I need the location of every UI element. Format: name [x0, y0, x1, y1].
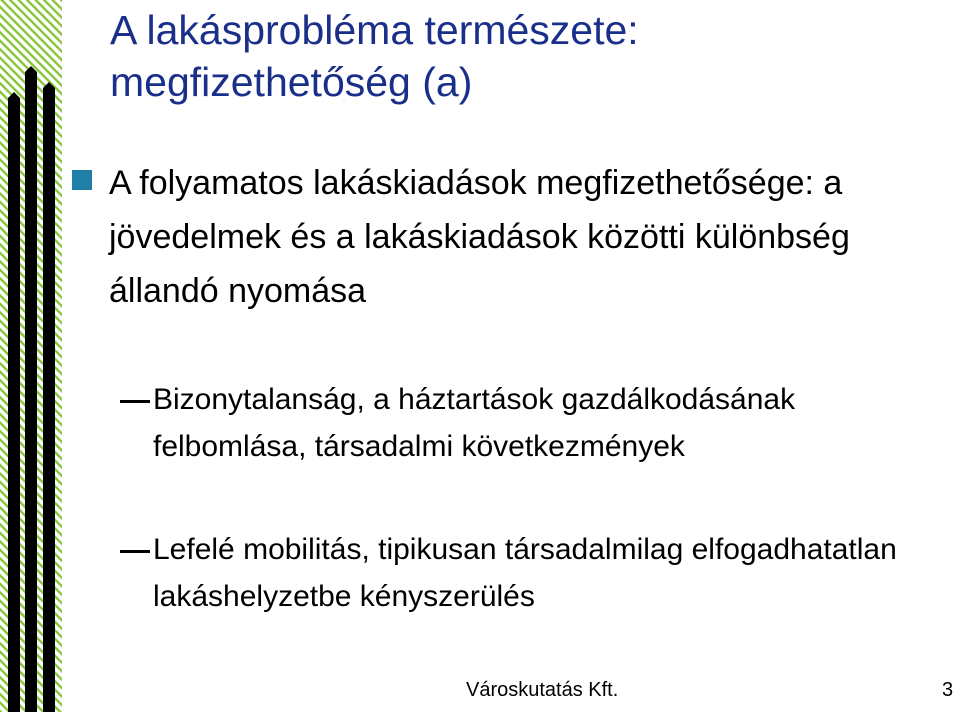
decorative-stripes	[0, 0, 62, 712]
square-bullet-icon	[72, 170, 92, 190]
sub-bullet-text: Bizonytalanság, a háztartások gazdálkodásának felbomlása, társadalmi következmények	[153, 383, 796, 463]
bullet-text: A folyamatos lakáskiadások megfizethetősége: a jövedelmek és a lakáskiadások közötti különbség állandó nyomása	[109, 164, 850, 310]
sub-bullet-text: Lefelé mobilitás, tipikusan társadalmilag elfogadhatatlan lakáshelyzetbe kényszerülés	[153, 533, 897, 613]
dash-bullet-icon	[120, 400, 150, 403]
slide-title: A lakásprobléma természete: megfizethetőség (a)	[110, 7, 639, 105]
page-number: 3	[942, 679, 954, 701]
dash-bullet-icon	[120, 550, 150, 553]
footer-organization: Városkutatás Kft.	[466, 679, 619, 701]
